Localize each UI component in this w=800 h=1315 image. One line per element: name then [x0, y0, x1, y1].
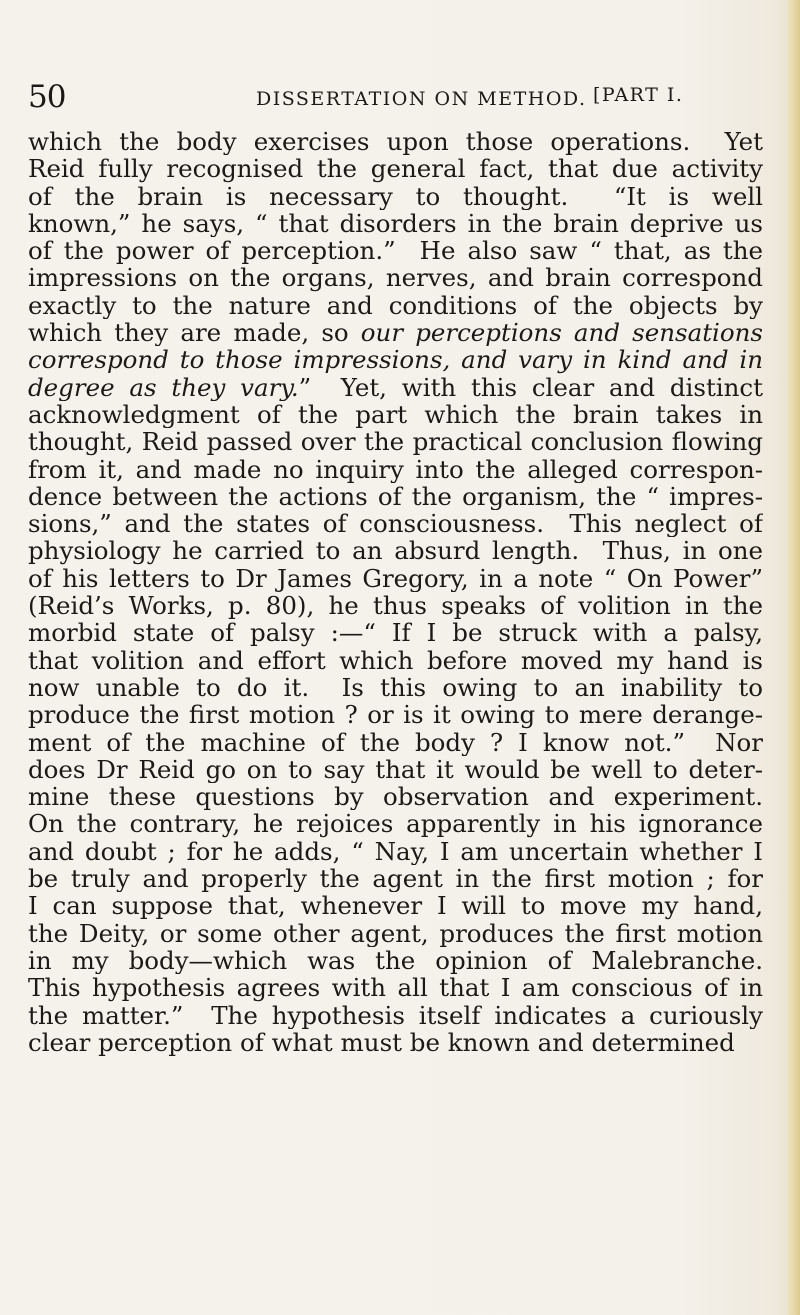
text-line: [28, 292, 763, 319]
text-line: [28, 374, 763, 401]
text-line: [28, 838, 763, 865]
text-line: [28, 892, 763, 919]
text-line: [28, 647, 763, 674]
text-segment: thought, Reid passed over the practical conclusion flowing: [28, 428, 763, 456]
text-line: [28, 319, 763, 346]
text-line: [28, 183, 763, 210]
text-segment: does Dr Reid go on to say that it would be well to deter-: [28, 755, 763, 784]
text-segment: mine these questions by observation and experiment.: [28, 783, 763, 811]
text-segment: the matter.” The hypothesis itself indicates a curiously: [28, 1001, 763, 1029]
text-segment: which they are made, so: [28, 319, 361, 347]
text-segment: acknowledgment of the part which the brain takes in: [28, 400, 763, 429]
text-segment: the Deity, or some other agent, produces the first motion: [28, 919, 763, 947]
text-segment: Reid fully recognised the general fact, that due activity: [28, 155, 763, 183]
text-line: [28, 510, 763, 537]
page-edge: [786, 0, 800, 1315]
text-segment: impressions on the organs, nerves, and brain correspond: [28, 264, 763, 292]
text-segment: ” Yet, with this clear and distinct: [298, 373, 763, 401]
text-line: [28, 947, 763, 974]
text-line: [28, 483, 763, 510]
text-segment: (Reid’s Works, p. 80), he thus speaks of volition in the: [28, 592, 763, 620]
text-segment: clear perception of what must be known and determined: [28, 1028, 735, 1057]
text-segment: sions,” and the states of consciousness. This neglect of: [28, 510, 763, 538]
italic-segment: degree as they vary.: [28, 373, 299, 401]
text-line: [28, 783, 763, 810]
text-line: [28, 674, 763, 701]
text-segment: of the power of perception.” He also saw “ that, as the: [28, 237, 763, 265]
text-line: [28, 155, 763, 182]
text-line: [28, 401, 763, 428]
text-line: [28, 537, 763, 564]
text-line: [28, 1002, 763, 1029]
italic-segment: correspond to those impressions, and vary in kind and in: [28, 346, 763, 374]
text-segment: be truly and properly the agent in the first motion ; for: [28, 865, 763, 893]
text-line: [28, 756, 763, 783]
text-segment: which the body exercises upon those operations. Yet: [28, 128, 763, 156]
text-line: [28, 428, 763, 455]
text-line: [28, 701, 763, 728]
text-segment: physiology he carried to an absurd length. Thus, in one: [28, 537, 763, 565]
text-segment: ment of the machine of the body ? I know not.” Nor: [28, 728, 763, 756]
text-line: [28, 810, 763, 837]
italic-segment: our perceptions and sensations: [360, 319, 763, 347]
text-segment: On the contrary, he rejoices apparently in his ignorance: [28, 810, 763, 838]
part-label: [PART I.: [593, 84, 684, 106]
text-segment: of his letters to Dr James Gregory, in a note “ On Power”: [28, 564, 763, 593]
text-segment: morbid state of palsy :—“ If I be struck with a palsy,: [28, 619, 763, 647]
text-line: [28, 920, 763, 947]
text-segment: known,” he says, “ that disorders in the brain deprive us: [28, 209, 763, 238]
text-line: [28, 237, 763, 264]
text-line: [28, 865, 763, 892]
text-line: [28, 128, 763, 155]
text-line: [28, 565, 763, 592]
text-line: [28, 729, 763, 756]
text-segment: produce the first motion ? or is it owing to mere derange-: [28, 701, 763, 729]
text-line: [28, 456, 763, 483]
text-line: [28, 264, 763, 291]
text-segment: dence between the actions of the organism, the “ impres-: [28, 482, 763, 511]
text-line: [28, 619, 763, 646]
text-segment: I can suppose that, whenever I will to move my hand,: [28, 892, 763, 920]
text-segment: now unable to do it. Is this owing to an inability to: [28, 673, 763, 702]
text-line: [28, 592, 763, 619]
text-segment: that volition and effort which before moved my hand is: [28, 646, 763, 674]
text-segment: from it, and made no inquiry into the alleged correspon-: [28, 455, 763, 483]
body-text: [28, 128, 763, 1056]
text-segment: and doubt ; for he adds, “ Nay, I am uncertain whether I: [28, 837, 763, 866]
text-line: [28, 1029, 763, 1056]
text-segment: This hypothesis agrees with all that I am conscious of in: [28, 974, 763, 1002]
text-line: [28, 210, 763, 237]
page-header: [28, 78, 728, 118]
text-segment: in my body—which was the opinion of Malebranche.: [28, 946, 763, 975]
text-line: [28, 346, 763, 373]
text-segment: exactly to the nature and conditions of the objects by: [28, 291, 763, 320]
text-segment: of the brain is necessary to thought. “It is well: [28, 182, 763, 210]
page-number: 50: [28, 79, 66, 115]
text-line: [28, 974, 763, 1001]
running-title: DISSERTATION ON METHOD.: [256, 88, 587, 110]
